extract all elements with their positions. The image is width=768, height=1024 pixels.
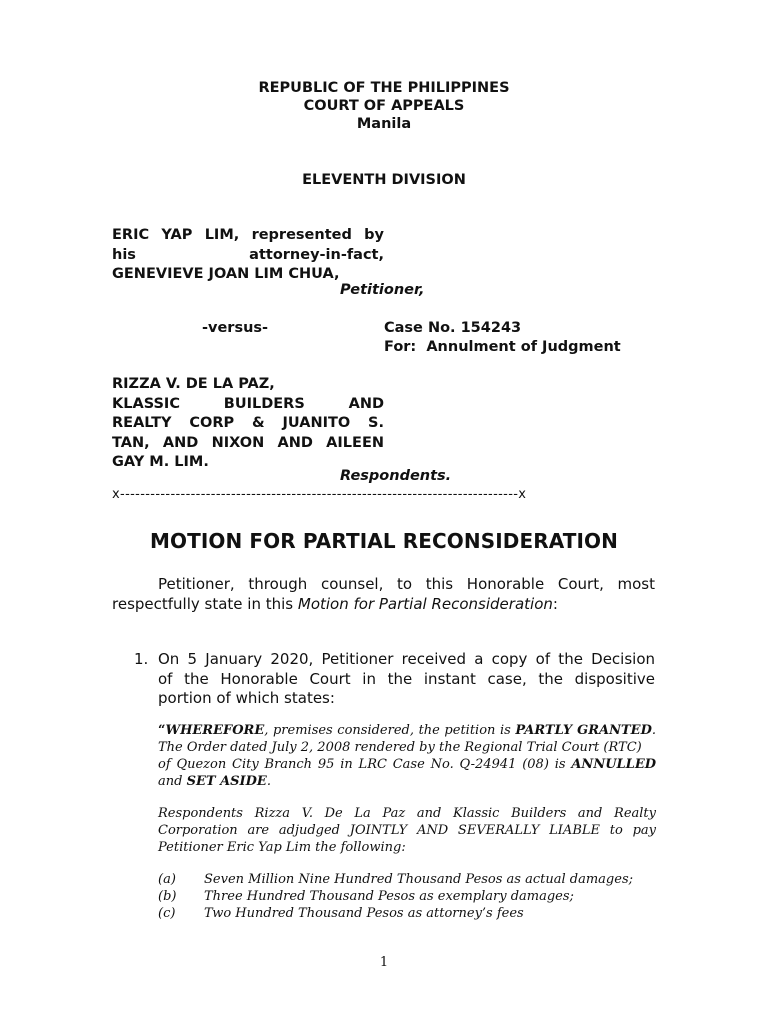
intro-line-2 — [112, 595, 655, 615]
damages-item-a-label: (a) — [158, 872, 176, 887]
item-1-line-3: portion of which states: — [158, 689, 335, 707]
respondents-line-4: TAN, AND NIXON AND AILEEN — [112, 434, 384, 451]
damages-item-b — [158, 888, 656, 905]
petitioner-line-3: GENEVIEVE JOAN LIM CHUA, — [112, 266, 340, 282]
quote-p2-line-1: Respondents Rizza V. De La Paz and Klassic Builders and Realty — [158, 806, 656, 821]
quote-p2-line-3: Petitioner Eric Yap Lim the following: — [158, 840, 406, 855]
damages-item-c-label: (c) — [158, 906, 176, 921]
quote-p1-line-2: The Order dated July 2, 2008 rendered by the Regional Trial Court (RTC) — [158, 740, 642, 755]
item-1-paragraph — [158, 650, 655, 709]
respondents-line-3: REALTY CORP & JUANITO S. — [112, 415, 384, 431]
quote-wherefore: WHEREFORE — [165, 723, 265, 738]
court-header-court: COURT OF APPEALS — [303, 98, 465, 114]
damages-item-c-text: Two Hundred Thousand Pesos as attorney’s fees — [204, 906, 524, 921]
court-header-city: Manila — [356, 116, 412, 132]
item-1-number: 1. — [134, 650, 149, 668]
quote-p1-line-3-text: of Quezon City Branch 95 in LRC Case No. Q-24941 (08) is — [158, 757, 572, 772]
respondents-line-1: RIZZA V. DE LA PAZ, — [112, 376, 275, 392]
court-header-republic: REPUBLIC OF THE PHILIPPINES — [258, 80, 510, 96]
petitioner-line-2 — [112, 246, 384, 266]
quote-p1-line-4-and: and — [158, 774, 187, 789]
division-heading: ELEVENTH DIVISION — [302, 172, 466, 188]
damages-item-b-label: (b) — [158, 889, 177, 904]
quote-partly-granted: PARTLY GRANTED — [515, 723, 652, 738]
quote-p1-line-4-end: . — [266, 774, 271, 789]
damages-item-a — [158, 871, 656, 888]
respondents-block — [112, 375, 384, 473]
caption-separator: x-------------------------------------------------------------------------------x — [112, 487, 527, 502]
quote-p1-end: . — [651, 723, 657, 738]
quoted-decision — [158, 722, 656, 922]
quote-p1-line-3 — [158, 756, 656, 773]
respondents-line-5: GAY M. LIM. — [112, 454, 209, 470]
intro-line-2-colon: : — [552, 594, 558, 613]
item-1-line-2: of the Honorable Court in the instant case, the dispositive — [158, 669, 655, 688]
quote-p1-line-4 — [158, 773, 656, 790]
petitioner-role: Petitioner, — [340, 282, 425, 298]
damages-item-b-text: Three Hundred Thousand Pesos as exemplary damages; — [204, 889, 574, 904]
quote-open-mark: “ — [158, 723, 166, 738]
case-number: Case No. 154243 — [384, 320, 522, 336]
respondents-role: Respondents. — [340, 468, 452, 484]
intro-line-2-lead: respectfully state in this — [112, 594, 298, 613]
intro-paragraph — [112, 575, 655, 614]
damages-item-a-text: Seven Million Nine Hundred Thousand Pesos as actual damages; — [204, 872, 633, 887]
quote-set-aside: SET ASIDE — [186, 774, 267, 789]
petitioner-line-1: ERIC YAP LIM, represented by — [112, 227, 384, 243]
damages-item-c — [158, 905, 656, 922]
page-number: 1 — [379, 955, 389, 970]
respondents-line-2: KLASSIC BUILDERS AND — [112, 395, 384, 412]
item-1-line-1: On 5 January 2020, Petitioner received a copy of the Decision — [158, 650, 655, 668]
motion-title: MOTION FOR PARTIAL RECONSIDERATION — [150, 529, 618, 553]
petitioner-line-2-attorney: attorney-in-fact, — [249, 246, 384, 263]
intro-motion-name: Motion for Partial Reconsideration — [297, 594, 553, 613]
petitioner-line-2-his: his — [112, 246, 136, 263]
quote-p1-line-1 — [158, 722, 656, 739]
quote-p2-line-2: Corporation are adjudged JOINTLY AND SEVERALLY LIABLE to pay — [158, 823, 656, 838]
petitioner-block — [112, 226, 384, 285]
quote-p1-mid: , premises considered, the petition is — [264, 723, 516, 738]
intro-line-1: Petitioner, through counsel, to this Honorable Court, most — [158, 575, 655, 593]
case-nature: For: Annulment of Judgment — [384, 339, 621, 355]
versus-label: -versus- — [202, 320, 269, 336]
quote-annulled: ANNULLED — [571, 757, 656, 772]
